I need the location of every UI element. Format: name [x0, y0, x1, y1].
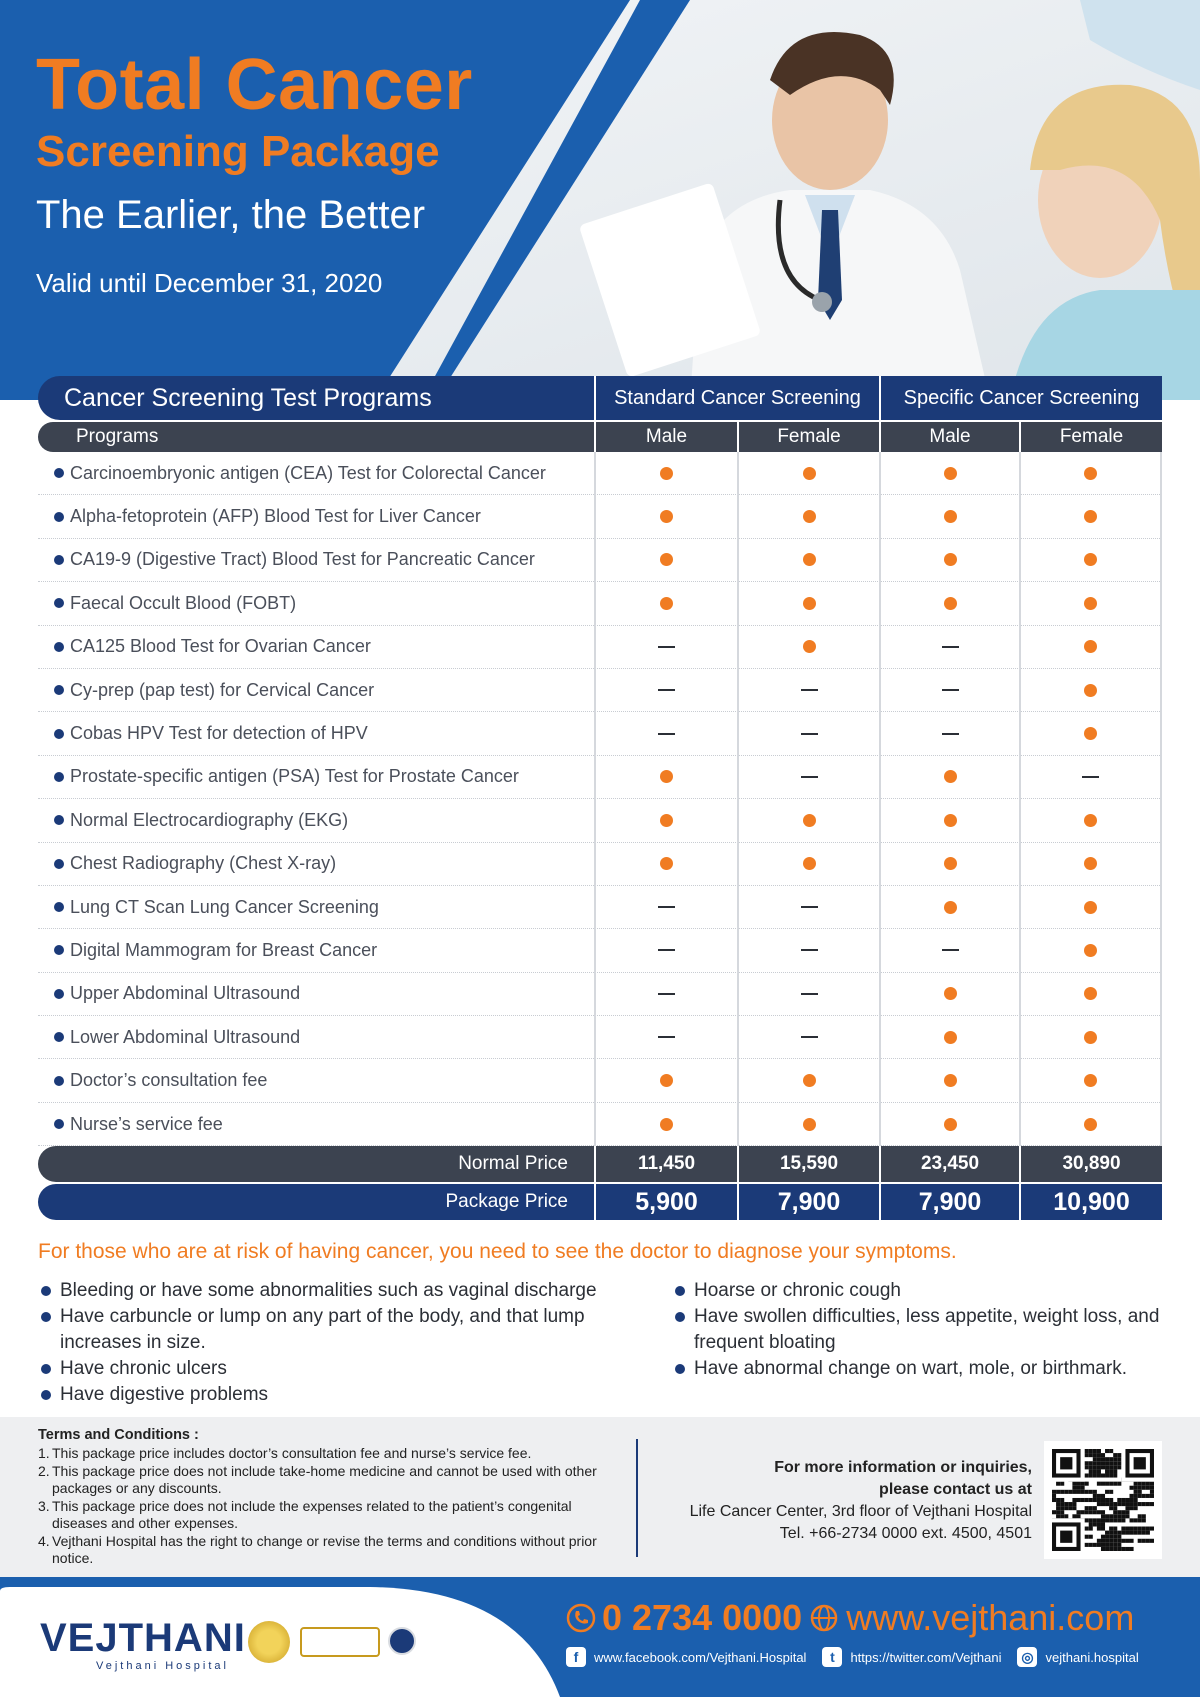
- program-cell: [38, 853, 594, 874]
- included-dot-icon: [1084, 944, 1097, 957]
- hero-banner: [0, 0, 1200, 400]
- included-dot-icon: [944, 1074, 957, 1087]
- contact-line4: Tel. +66-2734 0000 ext. 4500, 4501: [779, 1525, 1032, 1542]
- not-included-dash-icon: [658, 949, 675, 951]
- included-dot-icon: [803, 640, 816, 653]
- mark-cell: [737, 495, 879, 538]
- included-dot-icon: [803, 857, 816, 870]
- mark-cell: [594, 1016, 737, 1059]
- terms-item: [38, 1533, 618, 1568]
- mark-cell: [879, 452, 1019, 495]
- program-cell: [38, 1114, 594, 1135]
- instagram-link[interactable]: vejthani.hospital: [1045, 1649, 1139, 1665]
- not-included-dash-icon: [658, 1036, 675, 1038]
- included-dot-icon: [944, 510, 957, 523]
- not-included-dash-icon: [942, 733, 959, 735]
- program-label: Lower Abdominal Ultrasound: [70, 1026, 301, 1047]
- bullet-icon: [54, 598, 64, 608]
- included-dot-icon: [1084, 814, 1097, 827]
- valid-date: Valid until December 31, 2020: [36, 268, 383, 298]
- mark-cell: [737, 452, 879, 495]
- mark-cell: [1019, 452, 1162, 495]
- table-row: [38, 843, 1162, 886]
- program-label: Upper Abdominal Ultrasound: [70, 983, 301, 1004]
- program-cell: [38, 810, 594, 831]
- terms-text: Vejthani Hospital has the right to change or revise the terms and conditions without prior notice.: [52, 1532, 597, 1566]
- mark-cell: [1019, 885, 1162, 928]
- included-dot-icon: [1084, 987, 1097, 1000]
- normal-price-label: Normal Price: [38, 1146, 594, 1182]
- table-row: [38, 452, 1162, 495]
- group-standard: Standard Cancer Screening: [594, 376, 879, 420]
- not-included-dash-icon: [658, 646, 675, 648]
- included-dot-icon: [660, 553, 673, 566]
- included-dot-icon: [944, 553, 957, 566]
- bullet-icon: [54, 468, 64, 478]
- included-dot-icon: [1084, 901, 1097, 914]
- mark-cell: [1019, 625, 1162, 668]
- package-price-value: 7,900: [879, 1184, 1019, 1220]
- mark-cell: [594, 972, 737, 1015]
- mark-cell: [737, 842, 879, 885]
- not-included-dash-icon: [801, 1036, 818, 1038]
- terms-text: This package price includes doctor’s consultation fee and nurse’s service fee.: [52, 1445, 532, 1461]
- risk-item: Bleeding or have some abnormalities such as vaginal discharge: [40, 1278, 640, 1304]
- mark-cell: [737, 712, 879, 755]
- included-dot-icon: [1084, 1074, 1097, 1087]
- included-dot-icon: [944, 901, 957, 914]
- not-included-dash-icon: [658, 689, 675, 691]
- included-dot-icon: [660, 597, 673, 610]
- terms-list: [38, 1445, 618, 1568]
- mark-cell: [594, 1102, 737, 1145]
- mark-cell: [1019, 929, 1162, 972]
- table-row: [38, 1059, 1162, 1102]
- facebook-icon[interactable]: f: [566, 1647, 586, 1667]
- col-specific-male: Male: [879, 422, 1019, 452]
- included-dot-icon: [944, 1031, 957, 1044]
- col-specific-female: Female: [1019, 422, 1162, 452]
- bullet-icon: [54, 729, 64, 739]
- table-body: [38, 452, 1162, 1146]
- mark-cell: [594, 885, 737, 928]
- mark-cell: [1019, 668, 1162, 711]
- mark-cell: [737, 538, 879, 581]
- bullet-icon: [54, 685, 64, 695]
- table-row: [38, 582, 1162, 625]
- included-dot-icon: [1084, 684, 1097, 697]
- mark-cell: [594, 929, 737, 972]
- mark-cell: [737, 582, 879, 625]
- mark-cell: [1019, 538, 1162, 581]
- terms-item: [38, 1498, 618, 1533]
- program-label: Digital Mammogram for Breast Cancer: [70, 939, 378, 960]
- bullet-icon: [54, 642, 64, 652]
- mark-cell: [879, 495, 1019, 538]
- terms-title: Terms and Conditions :: [38, 1427, 199, 1443]
- bullet-icon: [54, 989, 64, 999]
- qr-code-icon: [1052, 1449, 1154, 1551]
- instagram-icon[interactable]: ◎: [1017, 1647, 1037, 1667]
- mark-cell: [879, 582, 1019, 625]
- bullet-icon: [54, 859, 64, 869]
- mark-cell: [737, 1059, 879, 1102]
- included-dot-icon: [1084, 640, 1097, 653]
- mark-cell: [1019, 1102, 1162, 1145]
- mark-cell: [879, 625, 1019, 668]
- table-header-row: [38, 376, 1162, 420]
- included-dot-icon: [1084, 510, 1097, 523]
- table-row: [38, 539, 1162, 582]
- mark-cell: [594, 755, 737, 798]
- not-included-dash-icon: [658, 993, 675, 995]
- included-dot-icon: [1084, 727, 1097, 740]
- mark-cell: [1019, 582, 1162, 625]
- mark-cell: [737, 1016, 879, 1059]
- mark-cell: [737, 755, 879, 798]
- risk-item: Have swollen difficulties, less appetite, weight loss, and frequent bloating: [674, 1304, 1174, 1356]
- not-included-dash-icon: [942, 949, 959, 951]
- included-dot-icon: [660, 814, 673, 827]
- program-label: Chest Radiography (Chest X-ray): [70, 853, 337, 874]
- program-label: Nurse’s service fee: [70, 1113, 223, 1134]
- normal-price-value: 30,890: [1019, 1146, 1162, 1182]
- included-dot-icon: [1084, 857, 1097, 870]
- program-cell: [38, 463, 594, 484]
- col-standard-male: Male: [594, 422, 737, 452]
- included-dot-icon: [803, 1074, 816, 1087]
- package-price-value: 5,900: [594, 1184, 737, 1220]
- mark-cell: [1019, 1059, 1162, 1102]
- mark-cell: [737, 885, 879, 928]
- mark-cell: [879, 842, 1019, 885]
- program-cell: [38, 1027, 594, 1048]
- social-row: [566, 1647, 1155, 1667]
- table-title: Cancer Screening Test Programs: [38, 376, 594, 420]
- globe-icon: [810, 1604, 838, 1632]
- mark-cell: [1019, 495, 1162, 538]
- program-cell: [38, 593, 594, 614]
- mark-cell: [594, 799, 737, 842]
- not-included-dash-icon: [658, 733, 675, 735]
- mark-cell: [737, 929, 879, 972]
- table-subheader-row: [38, 422, 1162, 452]
- included-dot-icon: [1084, 1118, 1097, 1131]
- table-row: [38, 929, 1162, 972]
- table-row: [38, 886, 1162, 929]
- mark-cell: [594, 668, 737, 711]
- bullet-icon: [54, 945, 64, 955]
- normal-price-value: 23,450: [879, 1146, 1019, 1182]
- program-label: CA19-9 (Digestive Tract) Blood Test for Pancreatic Cancer: [70, 549, 535, 570]
- table-row: [38, 495, 1162, 538]
- program-cell: [38, 983, 594, 1004]
- included-dot-icon: [944, 467, 957, 480]
- program-label: Doctor’s consultation fee: [70, 1070, 268, 1091]
- hero-text: [36, 44, 473, 299]
- mark-cell: [1019, 712, 1162, 755]
- table-row: [38, 756, 1162, 799]
- bullet-icon: [54, 1119, 64, 1129]
- table-row: [38, 973, 1162, 1016]
- program-label: Lung CT Scan Lung Cancer Screening: [70, 896, 379, 917]
- mark-cell: [737, 668, 879, 711]
- included-dot-icon: [944, 987, 957, 1000]
- not-included-dash-icon: [801, 776, 818, 778]
- phone-icon: [566, 1603, 596, 1633]
- not-included-dash-icon: [801, 949, 818, 951]
- terms-number: 4.: [38, 1532, 50, 1549]
- program-label: Prostate-specific antigen (PSA) Test for Prostate Cancer: [70, 766, 519, 787]
- not-included-dash-icon: [942, 689, 959, 691]
- included-dot-icon: [1084, 467, 1097, 480]
- program-cell: [38, 1070, 594, 1091]
- contact-line1: For more information or inquiries,: [774, 1459, 1032, 1476]
- normal-price-value: 15,590: [737, 1146, 879, 1182]
- terms-text: This package price does not include take-home medicine and cannot be used with other packages or any discounts.: [52, 1462, 597, 1496]
- twitter-icon[interactable]: t: [822, 1647, 842, 1667]
- program-cell: [38, 506, 594, 527]
- included-dot-icon: [660, 1118, 673, 1131]
- included-dot-icon: [660, 770, 673, 783]
- package-price-label: Package Price: [38, 1184, 594, 1220]
- risk-item: Have digestive problems: [40, 1382, 640, 1408]
- not-included-dash-icon: [942, 646, 959, 648]
- risk-item: Have chronic ulcers: [40, 1356, 640, 1382]
- terms-block: [38, 1427, 618, 1568]
- not-included-dash-icon: [801, 993, 818, 995]
- included-dot-icon: [944, 597, 957, 610]
- program-label: Normal Electrocardiography (EKG): [70, 809, 349, 830]
- group-specific: Specific Cancer Screening: [879, 376, 1162, 420]
- package-price-row: [38, 1184, 1162, 1220]
- bullet-icon: [54, 902, 64, 912]
- table-row: [38, 712, 1162, 755]
- screening-table: [38, 376, 1162, 1220]
- program-label: Cobas HPV Test for detection of HPV: [70, 723, 368, 744]
- mark-cell: [879, 1016, 1019, 1059]
- mark-cell: [879, 929, 1019, 972]
- mark-cell: [879, 538, 1019, 581]
- col-standard-female: Female: [737, 422, 879, 452]
- risk-item: Have carbuncle or lump on any part of the body, and that lump increases in size.: [40, 1304, 640, 1356]
- mark-cell: [1019, 799, 1162, 842]
- included-dot-icon: [660, 857, 673, 870]
- not-included-dash-icon: [801, 733, 818, 735]
- program-cell: [38, 680, 594, 701]
- mark-cell: [594, 495, 737, 538]
- mark-cell: [594, 582, 737, 625]
- title-line2: Screening Package: [36, 127, 440, 176]
- mark-cell: [879, 972, 1019, 1015]
- mark-cell: [879, 885, 1019, 928]
- package-price-value: 10,900: [1019, 1184, 1162, 1220]
- terms-number: 2.: [38, 1462, 50, 1479]
- program-cell: [38, 549, 594, 570]
- mark-cell: [1019, 842, 1162, 885]
- bullet-icon: [54, 1076, 64, 1086]
- phone-number[interactable]: 0 2734 0000: [602, 1597, 803, 1638]
- mark-cell: [594, 712, 737, 755]
- bullet-icon: [54, 555, 64, 565]
- mark-cell: [1019, 972, 1162, 1015]
- not-included-dash-icon: [1082, 776, 1099, 778]
- normal-price-row: [38, 1146, 1162, 1182]
- program-label: Alpha-fetoprotein (AFP) Blood Test for Liver Cancer: [70, 506, 481, 527]
- facebook-link[interactable]: www.facebook.com/Vejthani.Hospital: [594, 1649, 807, 1665]
- risk-list-left: [40, 1278, 640, 1408]
- contact-line2: please contact us at: [879, 1481, 1032, 1498]
- included-dot-icon: [944, 814, 957, 827]
- not-included-dash-icon: [658, 906, 675, 908]
- twitter-link[interactable]: https://twitter.com/Vejthani: [850, 1649, 1002, 1665]
- terms-text: This package price does not include the expenses related to the patient’s congenital diseases and other expenses.: [52, 1497, 572, 1531]
- included-dot-icon: [803, 510, 816, 523]
- mark-cell: [594, 842, 737, 885]
- award-badge-icon: [248, 1621, 290, 1663]
- contact-row: [566, 1597, 1134, 1639]
- bullet-icon: [54, 772, 64, 782]
- qr-code[interactable]: [1044, 1441, 1162, 1559]
- table-row: [38, 1103, 1162, 1146]
- mark-cell: [737, 972, 879, 1015]
- terms-item: [38, 1445, 618, 1463]
- mark-cell: [879, 1059, 1019, 1102]
- program-label: CA125 Blood Test for Ovarian Cancer: [70, 636, 371, 657]
- included-dot-icon: [944, 857, 957, 870]
- mark-cell: [879, 755, 1019, 798]
- included-dot-icon: [660, 467, 673, 480]
- included-dot-icon: [944, 770, 957, 783]
- mark-cell: [737, 799, 879, 842]
- logo-subtitle: Vejthani Hospital: [96, 1660, 229, 1672]
- program-cell: [38, 766, 594, 787]
- table-row: [38, 669, 1162, 712]
- website-link[interactable]: www.vejthani.com: [846, 1597, 1135, 1638]
- included-dot-icon: [803, 814, 816, 827]
- included-dot-icon: [660, 1074, 673, 1087]
- included-dot-icon: [803, 1118, 816, 1131]
- table-row: [38, 799, 1162, 842]
- mark-cell: [879, 668, 1019, 711]
- risk-list-right: [674, 1278, 1174, 1382]
- prime-minister-award-icon: [300, 1627, 380, 1657]
- mark-cell: [879, 712, 1019, 755]
- mark-cell: [594, 1059, 737, 1102]
- program-cell: [38, 940, 594, 961]
- program-cell: [38, 636, 594, 657]
- contact-line3: Life Cancer Center, 3rd floor of Vejthani Hospital: [689, 1503, 1032, 1520]
- bullet-icon: [54, 1032, 64, 1042]
- mark-cell: [594, 452, 737, 495]
- terms-item: [38, 1463, 618, 1498]
- included-dot-icon: [1084, 1031, 1097, 1044]
- program-label: Carcinoembryonic antigen (CEA) Test for Colorectal Cancer: [70, 462, 546, 483]
- terms-number: 1.: [38, 1445, 50, 1461]
- included-dot-icon: [803, 597, 816, 610]
- mark-cell: [879, 1102, 1019, 1145]
- mark-cell: [879, 799, 1019, 842]
- title-line1: Total Cancer: [36, 45, 473, 125]
- included-dot-icon: [1084, 553, 1097, 566]
- vejthani-logo[interactable]: VEJTHANI: [40, 1616, 246, 1660]
- bullet-icon: [54, 815, 64, 825]
- mark-cell: [1019, 1016, 1162, 1059]
- divider: [636, 1439, 638, 1557]
- included-dot-icon: [803, 467, 816, 480]
- program-label: Cy-prep (pap test) for Cervical Cancer: [70, 679, 375, 700]
- not-included-dash-icon: [801, 906, 818, 908]
- table-row: [38, 1016, 1162, 1059]
- mark-cell: [1019, 755, 1162, 798]
- mark-cell: [737, 625, 879, 668]
- program-cell: [38, 897, 594, 918]
- package-price-value: 7,900: [737, 1184, 879, 1220]
- not-included-dash-icon: [801, 689, 818, 691]
- contact-block: [690, 1457, 1032, 1545]
- programs-header: Programs: [38, 422, 594, 452]
- mark-cell: [737, 1102, 879, 1145]
- included-dot-icon: [660, 510, 673, 523]
- accreditation-badge-icon: [388, 1627, 416, 1655]
- terms-section: [0, 1417, 1200, 1577]
- included-dot-icon: [803, 553, 816, 566]
- mark-cell: [594, 625, 737, 668]
- footer: [0, 1577, 1200, 1697]
- risk-item: Hoarse or chronic cough: [674, 1278, 1174, 1304]
- risk-item: Have abnormal change on wart, mole, or birthmark.: [674, 1356, 1174, 1382]
- included-dot-icon: [1084, 597, 1097, 610]
- program-cell: [38, 723, 594, 744]
- bullet-icon: [54, 512, 64, 522]
- subtitle: The Earlier, the Better: [36, 193, 426, 237]
- normal-price-value: 11,450: [594, 1146, 737, 1182]
- program-label: Faecal Occult Blood (FOBT): [70, 592, 297, 613]
- mark-cell: [594, 538, 737, 581]
- risk-heading: For those who are at risk of having cancer, you need to see the doctor to diagnose your symptoms.: [38, 1240, 957, 1263]
- table-row: [38, 626, 1162, 669]
- included-dot-icon: [944, 1118, 957, 1131]
- terms-number: 3.: [38, 1497, 50, 1514]
